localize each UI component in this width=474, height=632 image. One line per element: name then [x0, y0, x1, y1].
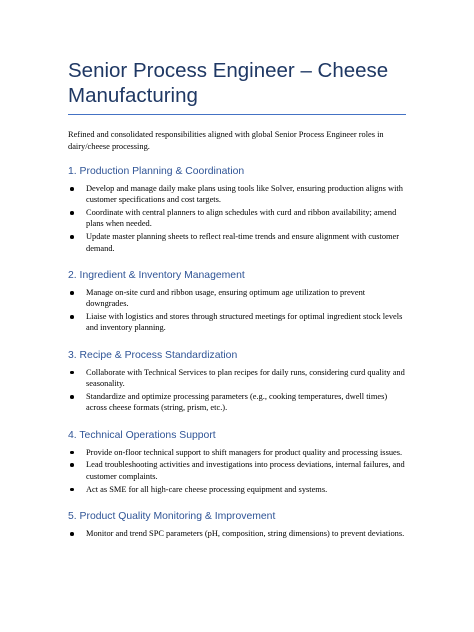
intro-paragraph: Refined and consolidated responsibilities aligned with global Senior Process Engineer roles in dairy/cheese processing. — [68, 130, 384, 151]
sections-container — [68, 165, 408, 539]
list-item-text: Update master planning sheets to reflect real-time trends and ensure alignment with customer demand. — [86, 232, 400, 253]
list-item-text: Lead troubleshooting activities and investigations into process deviations, internal failures, and customer complaints. — [86, 460, 405, 481]
list-item — [68, 311, 408, 334]
list-item-text: Act as SME for all high-care cheese processing equipment and systems. — [86, 484, 328, 494]
bullet-icon — [70, 371, 74, 375]
list-item — [68, 231, 408, 254]
list-item — [68, 367, 408, 390]
list-item — [68, 183, 408, 206]
bullet-icon — [70, 211, 74, 215]
bullet-icon — [70, 395, 74, 399]
bullet-icon — [70, 235, 74, 239]
list-item-text: Provide on-floor technical support to shift managers for product quality and processing issues. — [86, 447, 403, 457]
section-recipe-standardization — [68, 349, 408, 414]
list-item — [68, 528, 408, 539]
bullet-list — [68, 447, 408, 495]
bullet-icon — [70, 187, 74, 191]
section-technical-support — [68, 429, 408, 495]
list-item-text: Liaise with logistics and stores through structured meetings for optimal ingredient stock levels and inventory planning. — [86, 312, 403, 333]
bullet-icon — [70, 488, 74, 492]
bullet-icon — [70, 291, 74, 295]
section-heading: 4. Technical Operations Support — [68, 429, 216, 441]
list-item-text: Manage on-site curd and ribbon usage, ensuring optimum age utilization to prevent downgrades. — [86, 287, 366, 309]
list-item — [68, 447, 408, 458]
list-item — [68, 207, 408, 230]
list-item — [68, 484, 408, 495]
section-quality-monitoring — [68, 510, 408, 539]
bullet-list — [68, 367, 408, 414]
bullet-list — [68, 528, 408, 539]
list-item — [68, 391, 408, 414]
document-title: Senior Process Engineer – Cheese Manufacturing — [68, 59, 389, 107]
section-production-planning — [68, 165, 408, 254]
list-item-text: Develop and manage daily make plans using tools like Solver, ensuring production aligns with customer specifications and cost targets. — [86, 184, 403, 205]
title-divider — [68, 114, 406, 115]
list-item-text: Standardize and optimize processing parameters (e.g., cooking temperatures, dwell times) across cheese formats (string, prism, etc.). — [86, 391, 388, 413]
list-item — [68, 287, 408, 310]
list-item-text: Collaborate with Technical Services to plan recipes for daily runs, considering curd quality and seasonality. — [86, 367, 405, 389]
bullet-icon — [70, 451, 74, 455]
section-heading: 5. Product Quality Monitoring & Improvement — [68, 510, 276, 522]
section-heading: 1. Production Planning & Coordination — [68, 166, 245, 177]
bullet-list — [68, 287, 408, 334]
list-item — [68, 459, 408, 482]
bullet-icon — [70, 463, 74, 467]
list-item-text: Monitor and trend SPC parameters (pH, composition, string dimensions) to prevent deviations. — [86, 528, 405, 538]
section-ingredient-inventory — [68, 269, 408, 334]
section-heading: 2. Ingredient & Inventory Management — [68, 269, 245, 281]
list-item-text: Coordinate with central planners to align schedules with curd and ribbon availability; amend plans when needed. — [86, 208, 397, 229]
bullet-list — [68, 183, 408, 254]
document-page — [68, 58, 408, 541]
section-heading: 3. Recipe & Process Standardization — [68, 349, 238, 361]
bullet-icon — [70, 532, 74, 536]
bullet-icon — [70, 315, 74, 319]
